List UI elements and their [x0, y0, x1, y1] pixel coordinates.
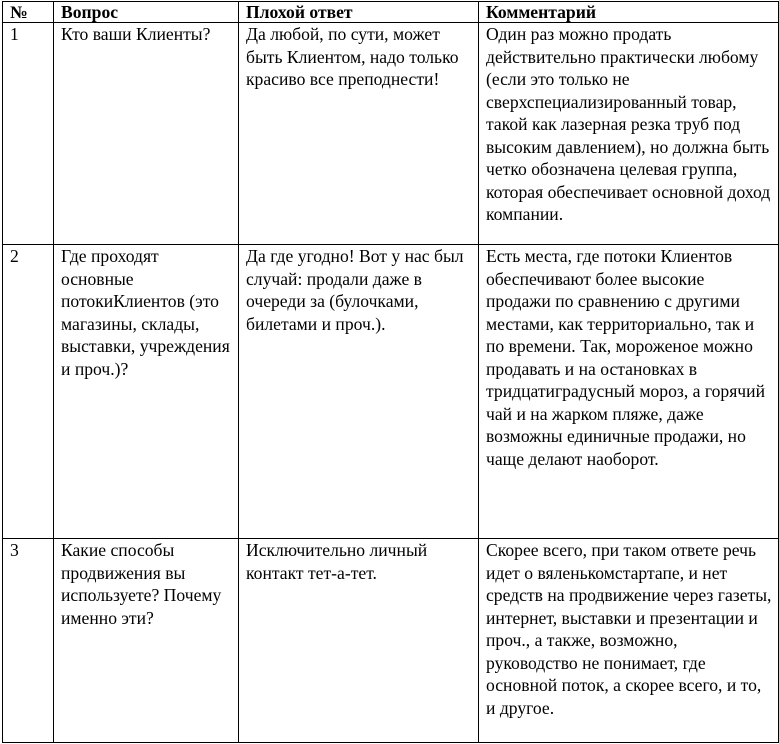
qa-table	[2, 1, 779, 743]
row-bad-answer: Да любой, по сути, может быть Клиентом, надо только красиво все преподнести!	[239, 23, 479, 245]
row-comment: Один раз можно продать действительно практически любому (если это только не сверхспециализированный товар, такой как лазерная резка труб под высоким давлением), но должна быть четко обозначена целевая группа, которая обеспечивает основной доход компании.	[479, 23, 779, 245]
header-row	[3, 2, 779, 23]
row-question: Какие способы продвижения вы используете? Почему именно эти?	[54, 539, 239, 743]
table-row	[3, 245, 779, 539]
table-row	[3, 23, 779, 245]
row-bad-answer: Да где угодно! Вот у нас был случай: продали даже в очереди за (булочками, билетами и проч.).	[239, 245, 479, 539]
table-row	[3, 539, 779, 743]
row-comment: Есть места, где потоки Клиентов обеспечивают более высокие продажи по сравнению с другими местами, как территориально, так и по времени. Так, мороженое можно продавать и на остановках в тридцатиградусный мороз, а горячий чай и на жарком пляже, даже возможны единичные продажи, но чаще делают наоборот.	[479, 245, 779, 539]
row-question: Где проходят основные потокиКлиентов (это магазины, склады, выставки, учреждения и проч.)?	[54, 245, 239, 539]
row-bad-answer: Исключительно личный контакт тет-а-тет.	[239, 539, 479, 743]
row-num: 2	[3, 245, 54, 539]
row-num: 1	[3, 23, 54, 245]
row-question: Кто ваши Клиенты?	[54, 23, 239, 245]
header-comment: Комментарий	[479, 2, 779, 23]
header-bad-answer: Плохой ответ	[239, 2, 479, 23]
row-comment: Скорее всего, при таком ответе речь идет о вяленькомстартапе, и нет средств на продвижение через газеты, интернет, выставки и презентации и проч., а также, возможно, руководство не понимает, где основной поток, а скорее всего, и то, и другое.	[479, 539, 779, 743]
header-question: Вопрос	[54, 2, 239, 23]
row-num: 3	[3, 539, 54, 743]
header-num: №	[3, 2, 54, 23]
